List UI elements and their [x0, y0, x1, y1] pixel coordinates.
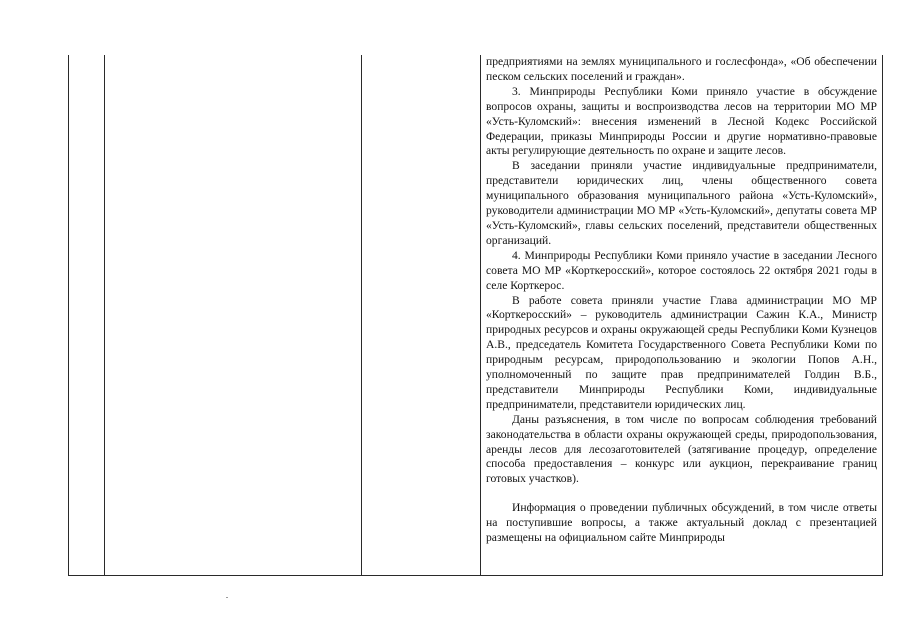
paragraph-participants-1: В заседании приняли участие индивидуальные предприниматели, представители юридических лиц, члены общественного совета муниципального образования муниципального района «Усть-Куломский», руководители администрации МО МР «Усть-Куломский», депутаты совета МР «Усть-Куломский», главы сельских поселений, представители общественных организаций. — [486, 159, 877, 247]
paragraph-item-4: 4. Минприроды Республики Коми приняло участие в заседании Лесного совета МО МР «Корткеросский», которое состоялось 22 октября 2021 годы в селе Корткерос. — [486, 248, 877, 292]
paragraph-continuation: предприятиями на землях муниципального и гослесфонда», «Об обеспечении песком сельских поселений и граждан». — [486, 55, 877, 83]
table-column-divider-3 — [480, 55, 481, 575]
table-column-divider-2 — [361, 55, 362, 575]
document-table — [68, 55, 883, 576]
scan-speck — [226, 597, 228, 598]
table-column-divider-1 — [104, 55, 105, 575]
paragraph-participants-2: В работе совета приняли участие Глава администрации МО МР «Корткеросский» – руководитель администрации Сажин К.А., Министр природных ресурсов и охраны окружающей среды Республики Коми Кузнецов А.В., председатель Комитета Государственного Совета Республики Коми по природным ресурсам, природопользованию и экологии Попов А.Н., уполномоченный по защите прав предпринимателей Голдин В.Б., представители Минприроды Республики Коми, индивидуальные предприниматели, представители юридических лиц. — [486, 293, 877, 411]
paragraph-item-3: 3. Минприроды Республики Коми приняло участие в обсуждение вопросов охраны, защиты и воспроизводства лесов на территории МО МР «Усть-Куломский»: внесения изменений в Лесной Кодекс Российской Федерации, приказы Минприроды России и другие нормативно-правовые акты регулирующие деятельность по охране и защите лесов. — [486, 84, 877, 158]
table-text-cell — [486, 55, 877, 546]
paragraph-clarifications: Даны разъяснения, в том числе по вопросам соблюдения требований законодательства в области охраны окружающей среды, природопользования, аренды лесов для лесозаготовителей (затягивание процедур, определение способа предоставления – конкурс или аукцион, перекраивание границ готовых участков). — [486, 412, 877, 486]
paragraph-publication-info: Информация о проведении публичных обсуждений, в том числе ответы на поступившие вопросы, а также актуальный доклад с презентацией размещены на официальном сайте Минприроды — [486, 501, 877, 545]
